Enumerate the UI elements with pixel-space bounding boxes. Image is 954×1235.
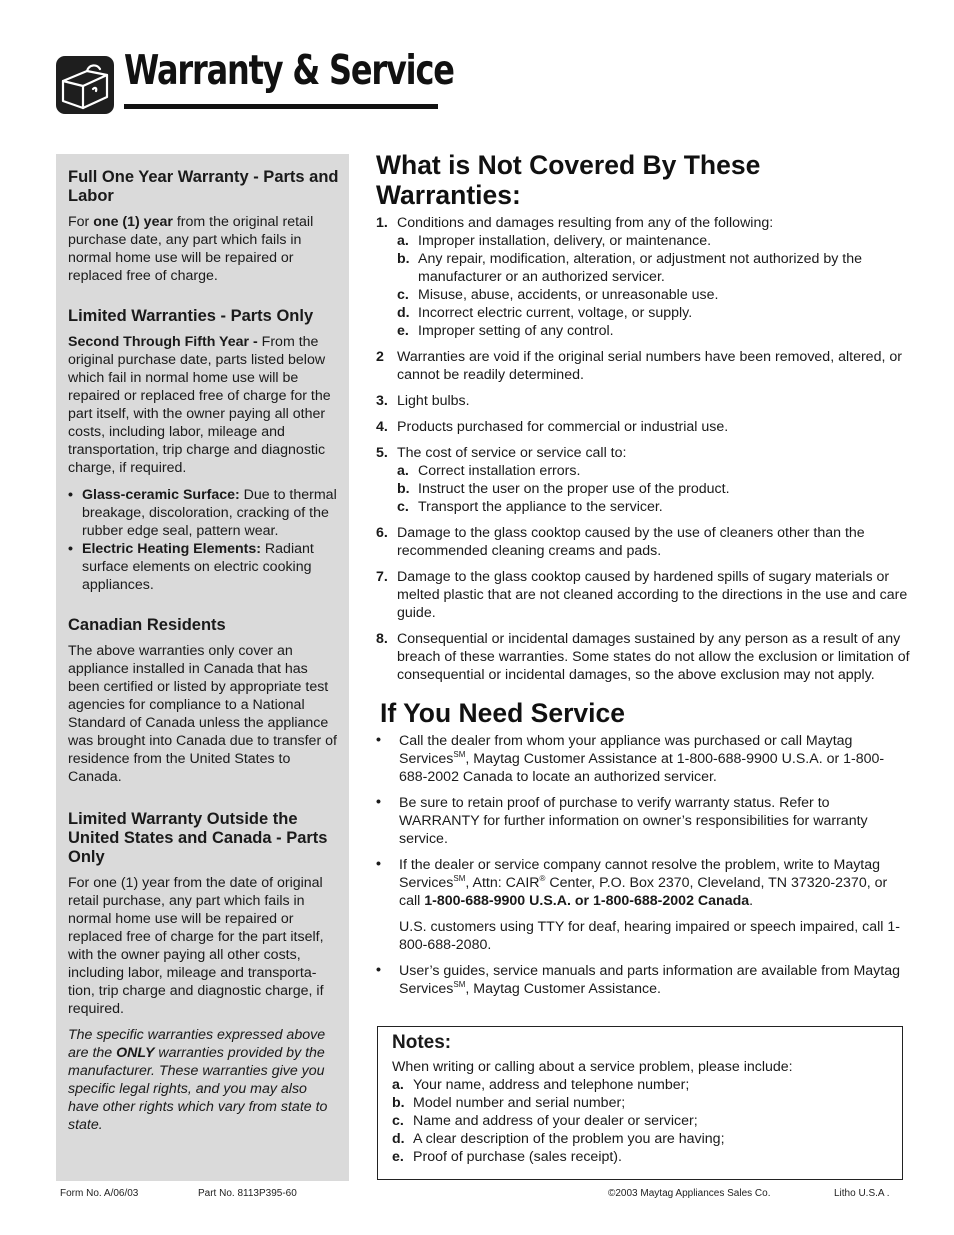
full-warranty-heading: Full One Year Warranty - Parts and Labor [68, 168, 339, 205]
text-part: , Maytag Customer Assistance at 1-800-688-9900 U.S.A. or 1-800-688-2002 Canada to locate an authorized servicer. [399, 751, 885, 785]
phone-numbers: 1-800-688-9900 U.S.A. or 1-800-688-2002 Canada [424, 893, 750, 909]
item-number: 8. [376, 631, 388, 647]
sub-text: Correct installation errors. [418, 463, 581, 479]
sub-text: Name and address of your dealer or servicer; [413, 1113, 698, 1129]
litho-note: Litho U.S.A . [834, 1188, 890, 1199]
bullet-text: Due to thermal breakage, discoloration, cracking of the rubber edge seal, pattern wear. [82, 487, 337, 539]
text-part: . [749, 893, 754, 909]
list-item [397, 304, 910, 322]
list-item [376, 630, 910, 684]
limited-warranties-section [68, 307, 339, 594]
sub-letter: b. [397, 251, 410, 267]
list-item [397, 250, 910, 286]
limited-warranties-lead: Second Through Fifth Year - [68, 334, 262, 350]
disclaimer-post: warranties provided by the manufacturer. These warranties give you specific legal rights, and you may also have other rights which vary from state to state. [68, 1045, 328, 1133]
sub-text: A clear description of the problem you are having; [413, 1131, 725, 1147]
sub-letter: b. [392, 1095, 405, 1111]
sub-text: Misuse, abuse, accidents, or unreasonable use. [418, 287, 719, 303]
outside-warranty-text: For one (1) year from the date of original retail purchase, any part which fails in normal home use will be repaired or replaced free of charge for the part itself, with the owner paying all other costs, including labor, mileage and transporta-tion, trip charge and diagnostic charge, if required. [68, 875, 324, 1017]
item-text: Products purchased for commercial or industrial use. [397, 419, 729, 435]
list-item [392, 1112, 889, 1130]
disclaimer-pre: The specific warranties expressed above are the [68, 1027, 326, 1061]
item-number: 2 [376, 349, 384, 365]
service-text-3 [399, 856, 910, 910]
item-number: 4. [376, 419, 388, 435]
item-number: 5. [376, 445, 388, 461]
list-item [392, 1148, 889, 1166]
sub-letter: d. [392, 1131, 405, 1147]
bullet-mark: • [376, 962, 381, 978]
text-part: , Maytag Customer Assistance. [465, 981, 661, 997]
sub-letter: c. [397, 499, 409, 515]
list-item [68, 486, 339, 540]
sub-letter: e. [397, 323, 409, 339]
sub-text: Instruct the user on the proper use of the product. [418, 481, 730, 497]
service-list [376, 732, 910, 998]
warranty-disclaimer [68, 1026, 339, 1134]
list-item [68, 540, 339, 594]
sub-letter: e. [392, 1149, 404, 1165]
service-text-2: Be sure to retain proof of purchase to verify warranty status. Refer to WARRANTY for further information on owner’s responsibilities for warranty service. [399, 795, 868, 847]
limited-warranties-list [68, 486, 339, 594]
sub-text: Any repair, modification, alteration, or adjustment not authorized by the manufacturer or an authorized servicer. [418, 251, 863, 285]
text-part: If the dealer or service company cannot resolve the problem, write to Maytag Services [399, 857, 881, 891]
notes-heading: Notes: [392, 1032, 452, 1053]
item-number: 7. [376, 569, 388, 585]
bullet-text: Radiant surface elements on electric cooking appliances. [82, 541, 314, 593]
notes-intro: When writing or calling about a service problem, please include: [392, 1059, 793, 1075]
list-item [376, 444, 910, 516]
sub-text: Incorrect electric current, voltage, or supply. [418, 305, 693, 321]
canadian-residents-text: The above warranties only cover an appliance installed in Canada that has been certified or listed by appropriate test agencies for compliance to a National Standard of Canada unless the appliance was brought into Canada due to transfer of residence from the United States to Canada. [68, 643, 337, 785]
list-item [376, 962, 910, 998]
limited-warranties-heading: Limited Warranties - Parts Only [68, 307, 314, 325]
list-item [397, 322, 910, 340]
item-number: 3. [376, 393, 388, 409]
item-text: Consequential or incidental damages sustained by any person as a result of any breach of these warranties. Some states do not allow the exclusion or limitation of consequential or incidental damages, so the above exclusion may not apply. [397, 631, 910, 683]
service-text-4 [399, 962, 910, 998]
list-item [376, 392, 910, 410]
item-text: Conditions and damages resulting from any of the following: [397, 215, 774, 231]
list-item [392, 1130, 889, 1148]
list-item [376, 856, 910, 954]
bullet-label: Glass-ceramic Surface: [82, 487, 240, 503]
page-footer [0, 1188, 954, 1204]
part-number: Part No. 8113P395-60 [198, 1188, 297, 1199]
sub-text: Your name, address and telephone number; [413, 1077, 690, 1093]
item-number: 1. [376, 215, 388, 231]
notes-list [392, 1076, 889, 1166]
sub-letter: c. [397, 287, 409, 303]
disclaimer-bold: ONLY [116, 1045, 155, 1061]
toolbox-icon [56, 56, 114, 114]
full-warranty-text-bold: one (1) year [93, 214, 173, 230]
full-warranty-text [68, 213, 339, 285]
full-warranty-text-pre: For [68, 214, 94, 230]
service-heading: If You Need Service [380, 698, 625, 728]
service-mark: SM [453, 750, 466, 759]
sub-text: Transport the appliance to the servicer. [418, 499, 663, 515]
form-number: Form No. A/06/03 [60, 1188, 139, 1199]
outside-warranty-heading: Limited Warranty Outside the United States and Canada - Parts Only [68, 810, 328, 866]
outside-warranty-section [68, 810, 339, 1134]
item-text: Damage to the glass cooktop caused by the use of cleaners other than the recommended cleaning creams and pads. [397, 525, 865, 559]
page-title: Warranty & Service [124, 46, 454, 94]
sub-text: Improper installation, delivery, or maintenance. [418, 233, 712, 249]
sub-letter: a. [397, 233, 409, 249]
text-part: Center, P.O. Box 2370, Cleveland, TN 37320-2370, or call [399, 875, 888, 909]
list-item [376, 214, 910, 340]
canadian-residents-section [68, 616, 339, 786]
copyright: ©2003 Maytag Appliances Sales Co. [608, 1188, 771, 1199]
title-underline [124, 104, 438, 109]
sub-letter: b. [397, 481, 410, 497]
list-item [376, 348, 910, 384]
limited-warranties-text [68, 333, 339, 477]
text-part: Call the dealer from whom your appliance was purchased or call Maytag Services [399, 733, 853, 767]
canadian-residents-heading: Canadian Residents [68, 616, 226, 634]
sub-letter: d. [397, 305, 410, 321]
bullet-mark: • [376, 794, 381, 810]
tty-text: U.S. customers using TTY for deaf, hearing impaired or speech impaired, call 1-800-688-2080. [399, 919, 900, 953]
list-item [376, 418, 910, 436]
sub-list [397, 232, 910, 340]
sub-letter: a. [392, 1077, 404, 1093]
list-item [397, 498, 910, 516]
item-text: The cost of service or service call to: [397, 445, 627, 461]
sub-text: Proof of purchase (sales receipt). [413, 1149, 622, 1165]
list-item [397, 286, 910, 304]
registered-mark: ® [539, 874, 546, 883]
list-item [376, 794, 910, 848]
sub-text: Model number and serial number; [413, 1095, 626, 1111]
list-item [397, 480, 910, 498]
main-content [376, 150, 910, 1006]
item-text: Warranties are void if the original serial numbers have been removed, altered, or cannot be readily determined. [397, 349, 902, 383]
bullet-mark: • [376, 856, 381, 872]
page-header [56, 46, 454, 114]
list-item [397, 232, 910, 250]
item-number: 6. [376, 525, 388, 541]
item-text: Light bulbs. [397, 393, 470, 409]
sub-letter: a. [397, 463, 409, 479]
service-mark: SM [453, 874, 466, 883]
notes-box [377, 1026, 903, 1180]
full-warranty-text-post: from the original retail purchase date, any part which fails in normal home use will be repaired or replaced free of charge. [68, 214, 314, 284]
list-item [376, 568, 910, 622]
list-item [392, 1094, 889, 1112]
full-warranty-section [68, 168, 339, 285]
not-covered-list [376, 214, 910, 684]
item-text: Damage to the glass cooktop caused by hardened spills of sugary materials or melted plastic that are not cleaned according to the directions in the use and care guide. [397, 569, 908, 621]
bullet-mark: • [376, 732, 381, 748]
text-part: , Attn: CAIR [465, 875, 540, 891]
text-part: User’s guides, service manuals and parts information are available from Maytag Services [399, 963, 901, 997]
limited-warranties-body: From the original purchase date, parts listed below which fail in normal home use will be repaired or replaced free of charge for the part itself, with the owner paying all other costs, including labor, mileage and transportation, trip charge and diagnostic charge, if required. [68, 334, 331, 476]
list-item [376, 524, 910, 560]
list-item [392, 1076, 889, 1094]
sub-letter: c. [392, 1113, 404, 1129]
warranty-sidebar [56, 154, 349, 1181]
service-mark: SM [453, 980, 466, 989]
list-item [397, 462, 910, 480]
sub-text: Improper setting of any control. [418, 323, 614, 339]
not-covered-heading: What is Not Covered By These Warranties: [376, 150, 761, 210]
sub-list [397, 462, 910, 516]
service-text-1 [399, 732, 910, 786]
bullet-label: Electric Heating Elements: [82, 541, 261, 557]
list-item [376, 732, 910, 786]
